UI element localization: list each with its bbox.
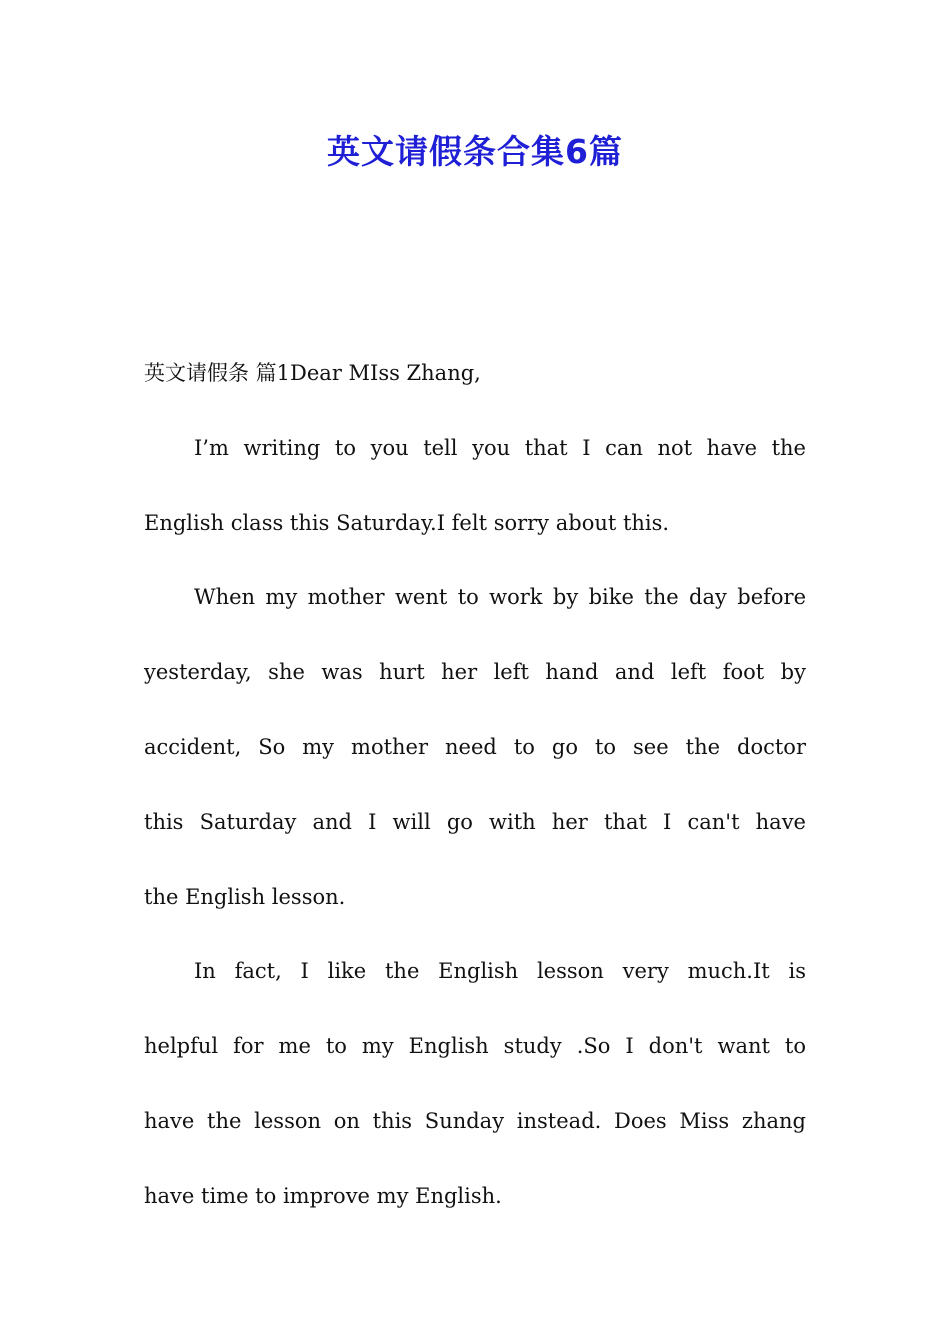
paragraph-line: have time to improve my English. [144, 1183, 502, 1208]
letter-heading-line: 英文请假条 篇1Dear MIss Zhang, [144, 361, 481, 385]
document-title: 英文请假条合集6篇 [327, 132, 623, 171]
paragraph-line: have the lesson on this Sunday instead. Does Miss zhang [144, 1108, 806, 1133]
paragraph-line: English class this Saturday.I felt sorry about this. [144, 510, 670, 535]
paragraph-line: I’m writing to you tell you that I can not have the [194, 435, 806, 460]
paragraph-line: In fact, I like the English lesson very much.It is [194, 959, 806, 984]
paragraph-line: helpful for me to my English study .So I don't want to [144, 1034, 806, 1059]
paragraph-line: accident, So my mother need to go to see the doctor [144, 734, 806, 759]
paragraph-line: this Saturday and I will go with her that I can't have [144, 809, 806, 834]
letter-body [144, 336, 806, 1234]
paragraph-line: the English lesson. [144, 884, 346, 909]
paragraph-line: When my mother went to work by bike the day before [194, 585, 806, 610]
paragraph-line: yesterday, she was hurt her left hand and left foot by [144, 660, 806, 685]
